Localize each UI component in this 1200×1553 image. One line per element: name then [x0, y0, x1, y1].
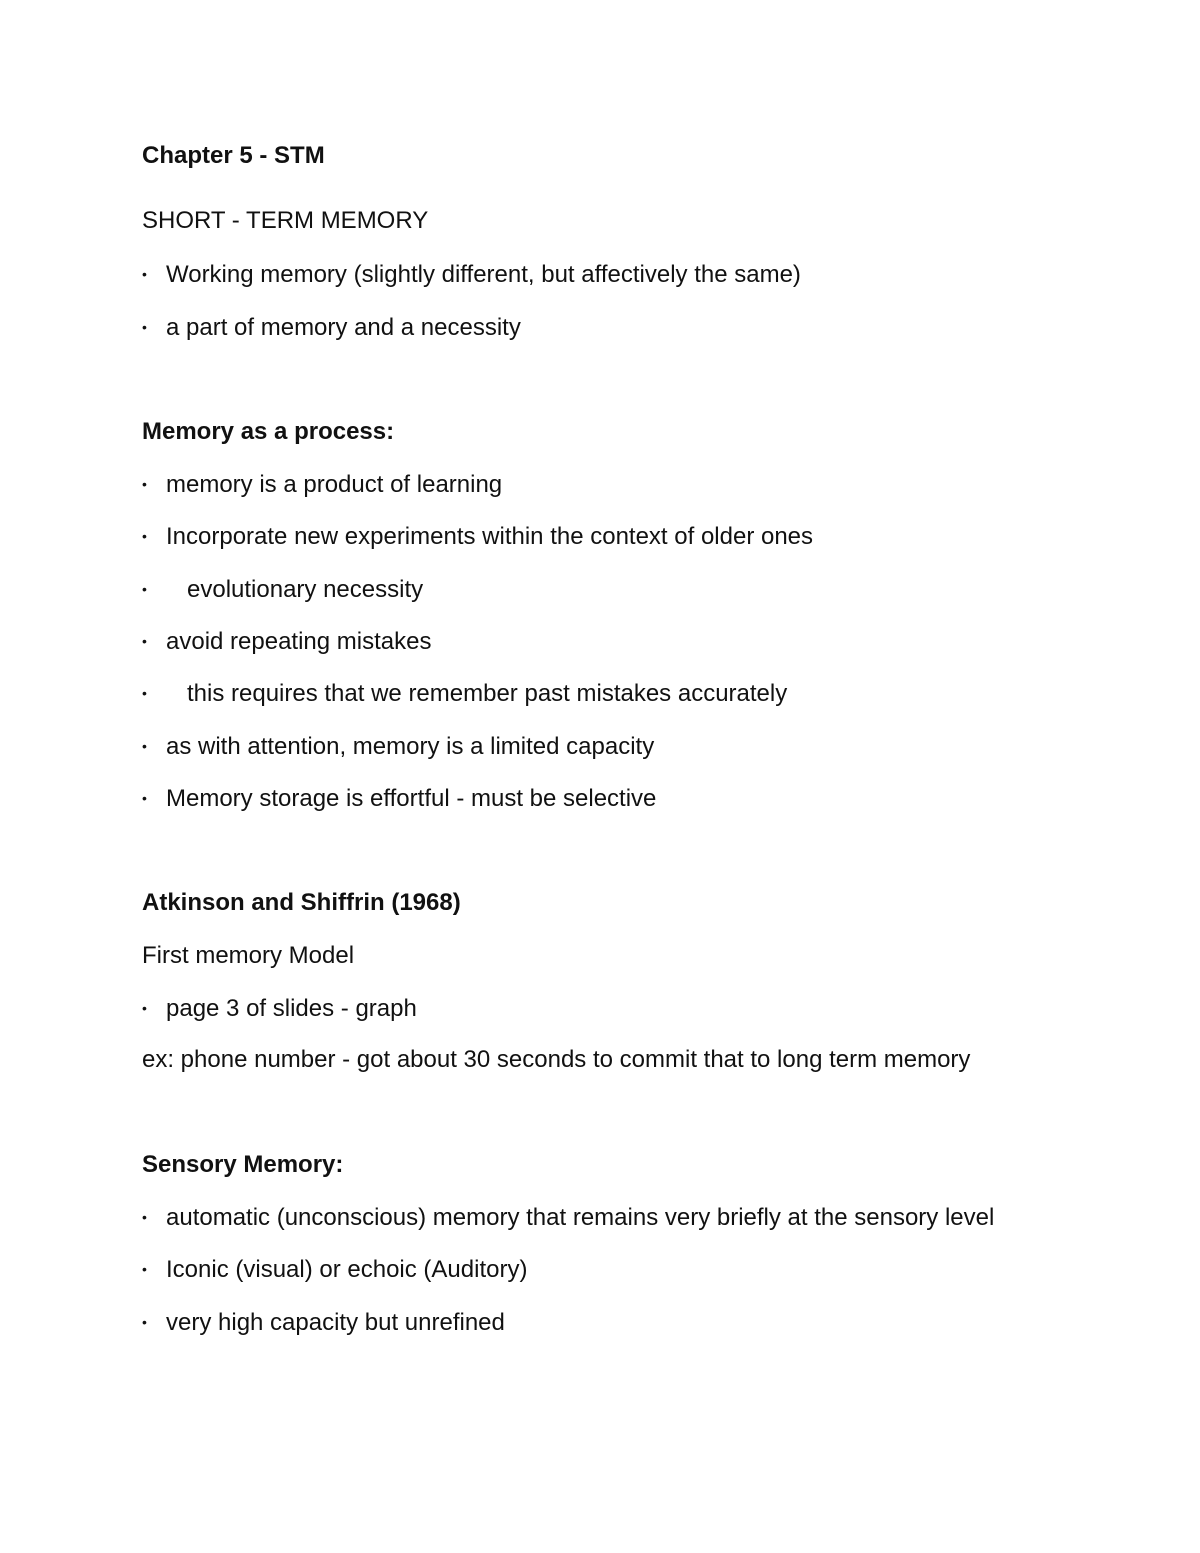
list-item-text: memory is a product of learning	[166, 471, 503, 498]
list-item	[142, 783, 656, 814]
list-item	[142, 1307, 505, 1338]
list-item-text: evolutionary necessity	[187, 576, 424, 603]
bullet-icon: •	[142, 790, 147, 806]
bullet-icon: •	[142, 738, 147, 754]
list-item-text: very high capacity but unrefined	[166, 1309, 505, 1336]
section-subheading-model: First memory Model	[142, 942, 355, 969]
list-item-text: Memory storage is effortful - must be selective	[166, 785, 657, 812]
list-item	[142, 1254, 527, 1285]
section-heading-atkinson: Atkinson and Shiffrin (1968)	[142, 889, 461, 916]
bullet-icon: •	[142, 266, 147, 282]
list-item-text: a part of memory and a necessity	[166, 314, 521, 341]
bullet-icon: •	[142, 633, 147, 649]
section-heading-sensory: Sensory Memory:	[142, 1151, 344, 1178]
list-item	[142, 626, 431, 657]
list-item	[142, 259, 801, 290]
list-item-text: avoid repeating mistakes	[166, 628, 432, 655]
list-item-text: Iconic (visual) or echoic (Auditory)	[166, 1256, 528, 1283]
bullet-icon: •	[142, 1209, 147, 1225]
list-item-text: page 3 of slides - graph	[166, 995, 417, 1022]
bullet-icon: •	[142, 685, 147, 701]
list-item-text: Incorporate new experiments within the context of older ones	[166, 523, 814, 550]
section-heading-process: Memory as a process:	[142, 418, 395, 445]
list-item	[142, 731, 654, 762]
list-item	[142, 469, 502, 500]
bullet-icon: •	[142, 1261, 147, 1277]
list-item	[142, 312, 521, 343]
list-item	[142, 678, 787, 709]
list-item	[142, 521, 813, 552]
section-heading-stm: SHORT - TERM MEMORY	[142, 207, 429, 234]
bullet-icon: •	[142, 528, 147, 544]
bullet-icon: •	[142, 319, 147, 335]
list-item	[142, 574, 423, 605]
bullet-icon: •	[142, 476, 147, 492]
list-item	[142, 993, 417, 1024]
page-title: Chapter 5 - STM	[142, 142, 325, 169]
bullet-icon: •	[142, 581, 147, 597]
bullet-icon: •	[142, 1314, 147, 1330]
list-item-text: automatic (unconscious) memory that remains very briefly at the sensory level	[166, 1204, 995, 1231]
list-item-text: as with attention, memory is a limited capacity	[166, 733, 655, 760]
example-text: ex: phone number - got about 30 seconds to commit that to long term memory	[142, 1046, 971, 1073]
list-item	[142, 1202, 994, 1233]
list-item-text: Working memory (slightly different, but affectively the same)	[166, 261, 801, 288]
bullet-icon: •	[142, 1000, 147, 1016]
list-item-text: this requires that we remember past mistakes accurately	[187, 680, 788, 707]
